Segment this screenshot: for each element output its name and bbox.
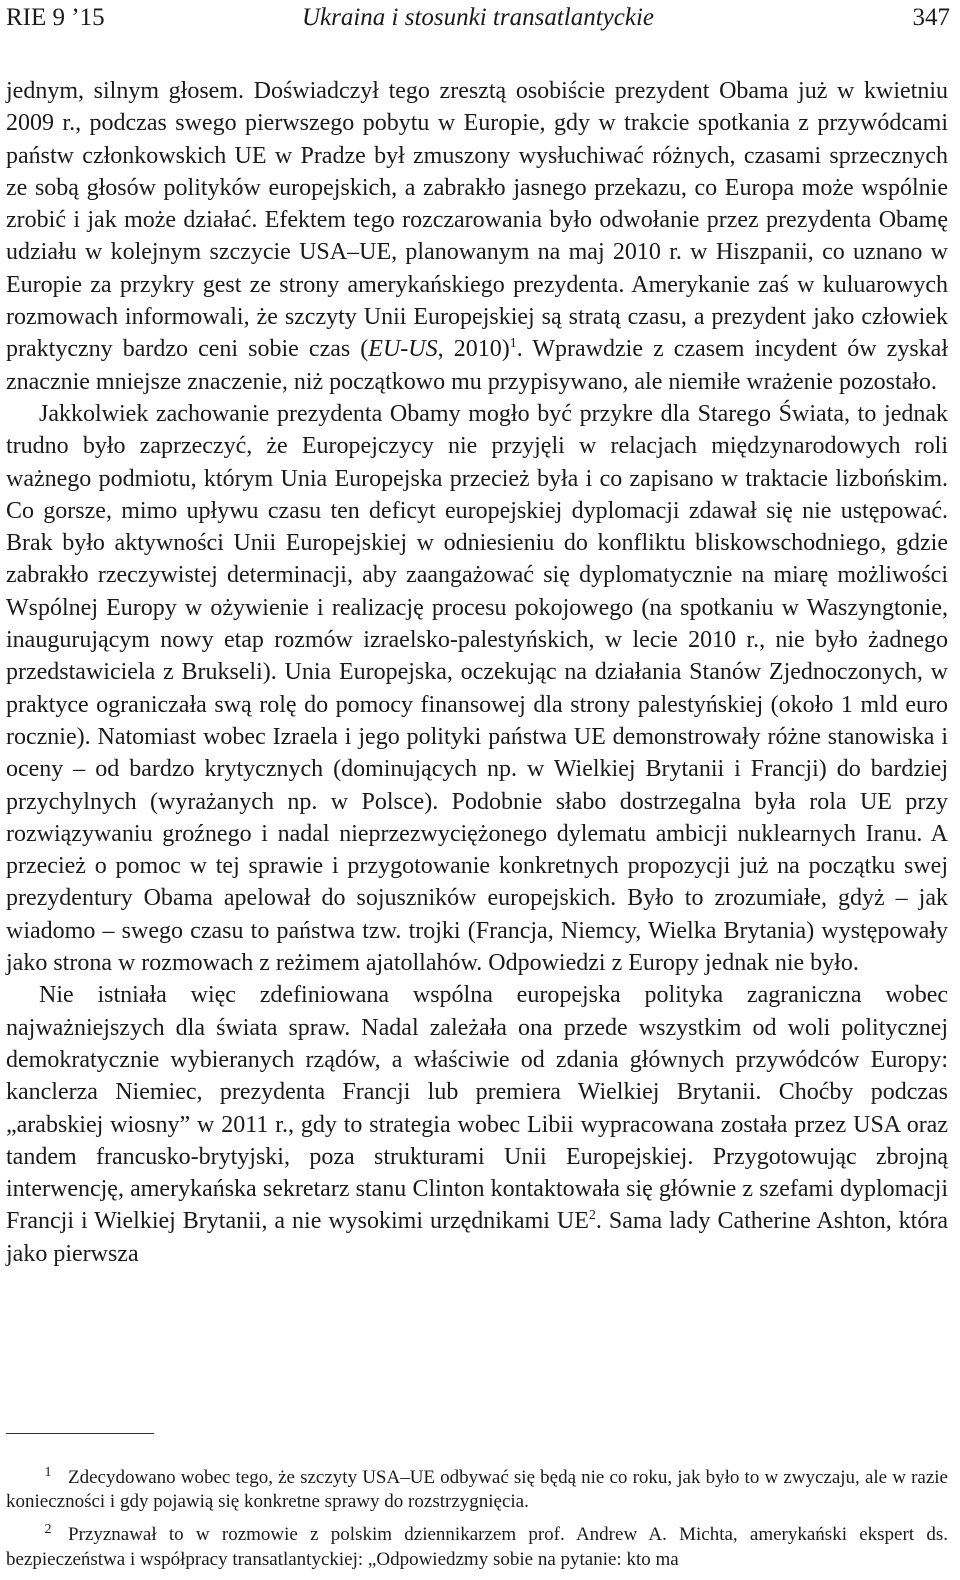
footnotes	[6, 1461, 948, 1576]
paragraph-text: . Sama lady Catherine Ashton, która jako pierwsza	[6, 1208, 948, 1267]
paragraph-text: jednym, silnym głosem. Doświadczył tego zresztą osobiście prezydent Obama już w kwietniu 2009 r., podczas swego pierwszego pobytu w Europie, gdy w trakcie spotkania z przywódcami państw członkowskich UE w Pradze był zmuszony wysłuchiwać różnych, czasami sprzecznych ze sobą głosów polityków europejskich, a zabrakło jasnego przekazu, co Europa może wspólnie zrobić i jak może działać. Efektem tego rozczarowania było odwołanie przez prezydenta Obamę udziału w kolejnym szczycie USA–UE, planowanym na maj 2010 r. w Hiszpanii, co uznano w Europie za przykry gest ze strony amerykańskiego prezydenta. Amerykanie zaś w kuluarowych rozmowach informowali, że szczyty Unii Europejskiej są stratą czasu, a prezydent jako człowiek praktyczny bardzo ceni sobie czas (	[6, 78, 948, 363]
footnote-text: Przyznawał to w rozmowie z polskim dziennikarzem prof. Andrew A. Michta, amerykański ekspert ds. bezpieczeństwa i współpracy transatlantyckiej: „Odpowiedzmy sobie na pytanie: kto ma	[6, 1524, 948, 1570]
paragraph-text: Jakkolwiek zachowanie prezydenta Obamy mogło być przykre dla Starego Świata, to jednak trudno było zaprzeczyć, że Europejczycy nie przyjęli w relacjach międzynarodowych roli ważnego podmiotu, którym Unia Europejska przecież była i co zapisano w traktacie lizbońskim. Co gorsze, mimo upływu czasu ten deficyt europejskiej dyplomacji zdawał się nie ustępować. Brak było aktywności Unii Europejskiej w odniesieniu do konfliktu bliskowschodniego, gdzie zabrakło rzeczywistej determinacji, aby zaangażować się dyplomatycznie na miarę możliwości Wspólnej Europy w ożywienie i realizację procesu pokojowego (na spotkaniu w Waszyngtonie, inaugurującym nowy etap rozmów izraelsko-palestyńskich, w lecie 2010 r., nie było żadnego przedstawiciela z Brukseli). Unia Europejska, oczekując na działania Stanów Zjednoczonych, w praktyce ograniczała swą rolę do pomocy finansowej dla strony palestyńskiej (około 1 mld euro rocznie). Natomiast wobec Izraela i jego polityki państwa UE demonstrowały różne stanowiska i oceny – od bardzo krytycznych (dominujących np. w Wielkiej Brytanii i Francji) do bardziej przychylnych (wyrażanych np. w Polsce). Podobnie słabo dostrzegalna była rola UE przy rozwiązywaniu groźnego i nadal nieprzezwyciężonego dylematu ambicji nuklearnych Iranu. A przecież o pomoc w tej sprawie i przygotowanie konkretnych propozycji już na początku swej prezydentury Obama apelował do sojuszników europejskich. Było to zrozumiałe, gdyż – jak wiadomo – swego czasu to państwa tzw. trojki (Francja, Niemcy, Wielka Brytania) występowały jako strona w rozmowach z reżimem ajatollahów. Odpowiedzi z Europy jednak nie było.	[6, 400, 948, 977]
paragraph-text: Nie istniała więc zdefiniowana wspólna europejska polityka zagraniczna wobec najważniejszych dla świata spraw. Nadal zależała ona przede wszystkim od woli politycznej demokratycznie wybieranych rządów, a właściwie od zdania głównych przywódców Europy: kanclerza Niemiec, prezydenta Francji lub premiera Wielkiej Brytanii. Choćby podczas „arabskiej wiosny” w 2011 r., gdy to strategia wobec Libii wypracowana została przez USA oraz tandem francusko-brytyjski, poza strukturami Unii Europejskiej. Przygotowując zbrojną interwencję, amerykańska sekretarz stanu Clinton kontaktowała się głównie z szefami dyplomacji Francji i Wielkiej Brytanii, a nie wysokimi urzędnikami UE	[6, 982, 948, 1235]
footnote-ref: 1	[509, 336, 517, 352]
paragraph	[6, 398, 948, 979]
paragraph-text: . Wprawdzie z czasem incydent ów zyskał znacznie mniejsze znaczenie, niż początkowo mu przypisywano, ale niemiłe wrażenie pozostało.	[6, 336, 948, 395]
running-header	[6, 2, 950, 34]
journal-label: RIE 9 ’15	[6, 4, 105, 31]
footnote-text: Zdecydowano wobec tego, że szczyty USA–UE odbywać się będą nie co roku, jak było to w zwyczaju, ale w razie konieczności i gdy pojawią się konkretne sprawy do rozstrzygnięcia.	[6, 1467, 948, 1513]
footnote	[6, 1461, 948, 1514]
running-title: Ukraina i stosunki transatlantyckie	[301, 4, 655, 31]
footnote-number: 1	[44, 1465, 52, 1480]
footnote-number: 2	[44, 1522, 52, 1538]
paragraph	[6, 75, 948, 398]
body-text	[6, 75, 948, 1270]
footnote-divider	[6, 1433, 154, 1434]
citation-italic: EU-US	[368, 336, 438, 363]
footnote-ref: 2	[588, 1208, 596, 1224]
paragraph-text: , 2010)	[437, 336, 510, 363]
paragraph	[6, 979, 948, 1270]
footnote	[6, 1518, 948, 1571]
page-number: 347	[912, 4, 950, 31]
